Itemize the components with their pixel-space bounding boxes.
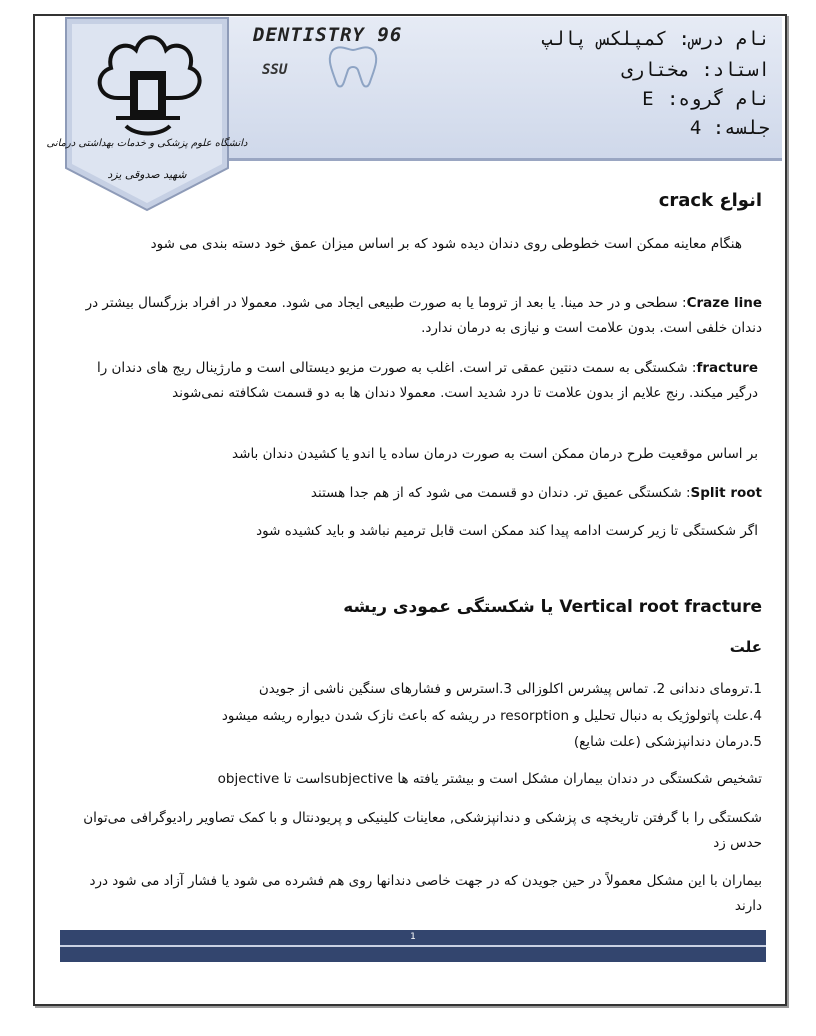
footer-bar [60, 930, 766, 962]
fracture-text: : شکستگی به سمت دنتین عمقی تر است. اغلب به صورت مزیو دیستالی است و مارژینال ریج های دندان را درگیر میکند. رنج علایم از بدون علامت تا درد شدید است. معمولا دندان ها به دو قسمت شکافته نمی‌شوند [96, 360, 758, 401]
craze-line-text: : سطحی و در حد مینا. یا بعد از تروما یا به صورت طبیعی ایجاد می شود. معمولا در افراد بزرگسال بیشتر در دندان خلفی است. بدون علامت است و نیازی به درمان ندارد. [85, 295, 762, 336]
group-name: نام گروه: E [642, 88, 770, 110]
fracture-paragraph [80, 356, 762, 406]
craze-line-term: Craze line [686, 295, 762, 311]
tooth-icon [318, 42, 388, 92]
page-number: 1 [410, 932, 416, 942]
intro-paragraph: هنگام معاینه ممکن است خطوطی روی دندان دیده شود که بر اساس میزان عمق خود دسته بندی می شود [150, 236, 742, 252]
course-name: نام درس: کمپلکس پالپ [541, 28, 770, 50]
split-root-term: Split root [690, 485, 762, 501]
diagnosis-paragraph: تشخیص شکستگی در دندان بیماران مشکل است و بیشتر یافته ها subjectiveاست تا objective [217, 771, 762, 787]
crack-types-heading: انواع crack [658, 190, 762, 211]
vertical-root-fracture-heading: Vertical root fracture یا شکستگی عمودی ریشه [343, 597, 762, 617]
symptom-paragraph: بیماران با این مشکل معمولاً در حین جویدن که در جهت خاصی دندانها روی هم فشرده می شود یا فشار آزاد می شود درد دارند [89, 873, 762, 914]
history-paragraph: شکستگی را با گرفتن تاریخچه ی پزشکی و دندانپزشکی, معاینات کلینیکی و پریودنتال و با کمک تصاویر رادیوگرافی می‌توان حدس زد [83, 810, 762, 851]
split-root-text: : شکستگی عمیق تر. دندان دو قسمت می شود که از هم جدا هستند [310, 485, 691, 501]
craze-line-paragraph [80, 291, 762, 341]
brand-subtitle: SSU [262, 62, 288, 78]
university-name-text: دانشگاه علوم پزشکی و خدمات بهداشتی درمانی [46, 138, 248, 149]
dentistry-brand: DENTISTRY 96 [253, 24, 403, 46]
treatment-paragraph: بر اساس موقعیت طرح درمان ممکن است به صورت درمان ساده یا اندو یا کشیدن دندان باشد [232, 446, 758, 462]
university-emblem [46, 18, 248, 210]
fracture-term: fracture [696, 360, 758, 376]
cause-line-1: 1.ترومای دندانی 2. تماس پیشرس اکلوزالی 3.استرس و فشارهای سنگین ناشی از جویدن [258, 681, 762, 697]
university-city-text: شهید صدوقی یزد [107, 168, 187, 181]
teacher-name: استاد: مختاری [621, 59, 770, 81]
cause-line-3: 5.درمان دندانپزشکی (علت شایع) [573, 734, 762, 750]
cause-line-2: 4.علت پاتولوژیک به دنبال تحلیل و resorption در ریشه که باعث نازک شدن دیواره ریشه میشود [221, 708, 762, 724]
causes-heading: علت [729, 638, 762, 656]
split-root-paragraph [80, 481, 762, 506]
footer-divider [60, 945, 766, 947]
crest-paragraph: اگر شکستگی تا زیر کرست ادامه پیدا کند ممکن است قابل ترمیم نباشد و باید کشیده شود [256, 523, 758, 539]
session-number: جلسه: 4 [689, 117, 770, 139]
